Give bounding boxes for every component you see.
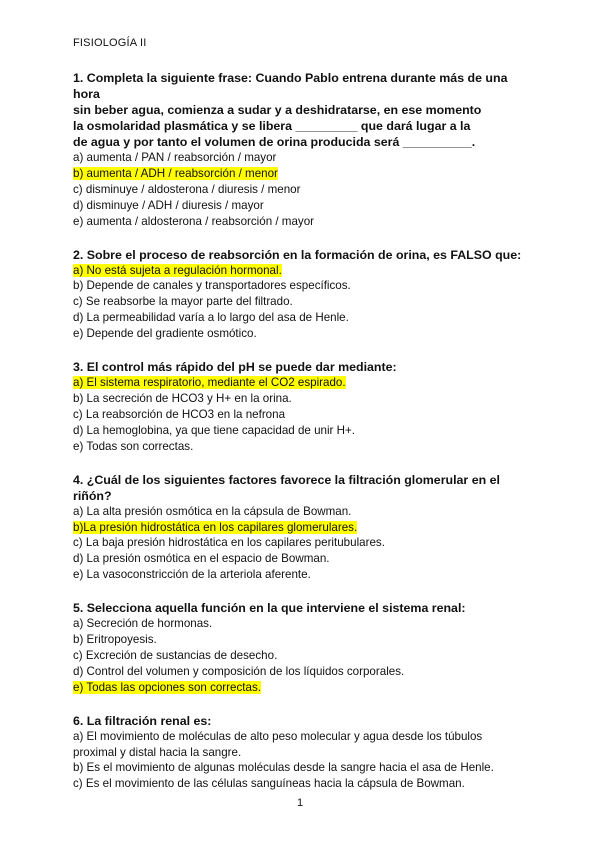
answer-option: [73, 567, 533, 583]
highlighted-answer-text: b)La presión hidrostática en los capilares glomerulares.: [73, 520, 358, 534]
answer-text: e) Depende del gradiente osmótico.: [73, 327, 257, 341]
answer-text: d) disminuye / ADH / diuresis / mayor: [73, 198, 264, 212]
question-text-line: sin beber agua, comienza a sudar y a deshidratarse, en ese momento: [73, 103, 482, 117]
answer-text: c) Se reabsorbe la mayor parte del filtrado.: [73, 295, 293, 309]
answer-option: [73, 150, 533, 166]
answer-text: b) Eritropoyesis.: [73, 633, 157, 647]
highlighted-answer-text: a) El sistema respiratorio, mediante el CO2 espirado.: [73, 376, 346, 390]
answer-text: e) La vasoconstricción de la arteriola aferente.: [73, 568, 311, 582]
question-block: [73, 247, 533, 343]
answer-option: [73, 664, 533, 680]
answer-text: a) La alta presión osmótica en la cápsula de Bowman.: [73, 504, 352, 518]
answer-option: [73, 375, 533, 391]
question-text-line: 2. Sobre el proceso de reabsorción en la formación de orina, es FALSO que:: [73, 247, 522, 262]
question-text-line: de agua y por tanto el volumen de orina producida será __________.: [73, 135, 476, 149]
question-text-line: 5. Selecciona aquella función en la que interviene el sistema renal:: [73, 601, 466, 616]
answer-option: [73, 326, 533, 342]
question-text-line: 4. ¿Cuál de los siguientes factores favorece la filtración glomerular en el: [73, 472, 500, 487]
question-block: [73, 713, 533, 793]
answer-text: b) La secreción de HCO3 y H+ en la orina.: [73, 391, 292, 405]
answer-option: [73, 680, 533, 696]
answer-option: [73, 760, 533, 776]
answer-text: c) disminuye / aldosterona / diuresis / menor: [73, 182, 301, 196]
answer-option: [73, 294, 533, 310]
answer-option: [73, 439, 533, 455]
answer-text: a) Secreción de hormonas.: [73, 617, 213, 631]
question-block: [73, 70, 533, 230]
page-number: 1: [296, 797, 304, 809]
answer-option: [73, 310, 533, 326]
answer-option: [73, 182, 533, 198]
answer-text: d) Control del volumen y composición de los líquidos corporales.: [73, 664, 405, 678]
highlighted-answer-text: a) No está sujeta a regulación hormonal.: [73, 263, 282, 277]
page-header: FISIOLOGÍA II: [73, 37, 147, 49]
answer-option: [73, 520, 533, 536]
answer-option: [73, 535, 533, 551]
answer-text: c) La baja presión hidrostática en los capilares peritubulares.: [73, 536, 385, 550]
answer-option: [73, 166, 533, 182]
answer-text: d) La permeabilidad varía a lo largo del asa de Henle.: [73, 311, 349, 325]
answer-option: [73, 616, 533, 632]
answer-text: a) aumenta / PAN / reabsorción / mayor: [73, 151, 277, 164]
question-block: [73, 600, 533, 696]
question-text-line: 6. La filtración renal es:: [73, 713, 212, 728]
question-text-line: la osmolaridad plasmática y se libera _________ que dará lugar a la: [73, 119, 471, 133]
answer-option: [73, 504, 533, 520]
question-list: [73, 70, 533, 809]
answer-text: d) La hemoglobina, ya que tiene capacidad de unir H+.: [73, 423, 355, 437]
question-text-line: 1. Completa la siguiente frase: Cuando Pablo entrena durante más de una hora: [73, 71, 508, 101]
answer-option: [73, 745, 533, 761]
answer-option: [73, 632, 533, 648]
answer-text: b) Depende de canales y transportadores específicos.: [73, 279, 351, 293]
answer-text: b) Es el movimiento de algunas moléculas desde la sangre hacia el asa de Henle.: [73, 761, 494, 775]
answer-option: [73, 729, 533, 745]
question-block: [73, 359, 533, 455]
answer-option: [73, 776, 533, 792]
answer-option: [73, 423, 533, 439]
answer-option: [73, 551, 533, 567]
answer-option: [73, 407, 533, 423]
question-block: [73, 472, 533, 584]
answer-option: [73, 198, 533, 214]
answer-option: [73, 278, 533, 294]
answer-text: a) El movimiento de moléculas de alto peso molecular y agua desde los túbulos: [73, 729, 483, 743]
answer-text: c) Excreción de sustancias de desecho.: [73, 648, 278, 662]
answer-text: e) Todas son correctas.: [73, 439, 194, 453]
question-text-line: 3. El control más rápido del pH se puede dar mediante:: [73, 360, 397, 375]
highlighted-answer-text: e) Todas las opciones son correctas.: [73, 680, 261, 694]
answer-option: [73, 214, 533, 230]
answer-text: c) La reabsorción de HCO3 en la nefrona: [73, 407, 286, 421]
answer-option: [73, 391, 533, 407]
question-text-line: riñón?: [73, 488, 112, 503]
answer-text: proximal y distal hacia la sangre.: [73, 745, 242, 759]
highlighted-answer-text: b) aumenta / ADH / reabsorción / menor: [73, 166, 278, 180]
answer-text: d) La presión osmótica en el espacio de Bowman.: [73, 552, 330, 566]
answer-option: [73, 263, 533, 279]
answer-option: [73, 648, 533, 664]
answer-text: c) Es el movimiento de las células sanguíneas hacia la cápsula de Bowman.: [73, 777, 465, 791]
answer-text: e) aumenta / aldosterona / reabsorción / mayor: [73, 214, 315, 228]
